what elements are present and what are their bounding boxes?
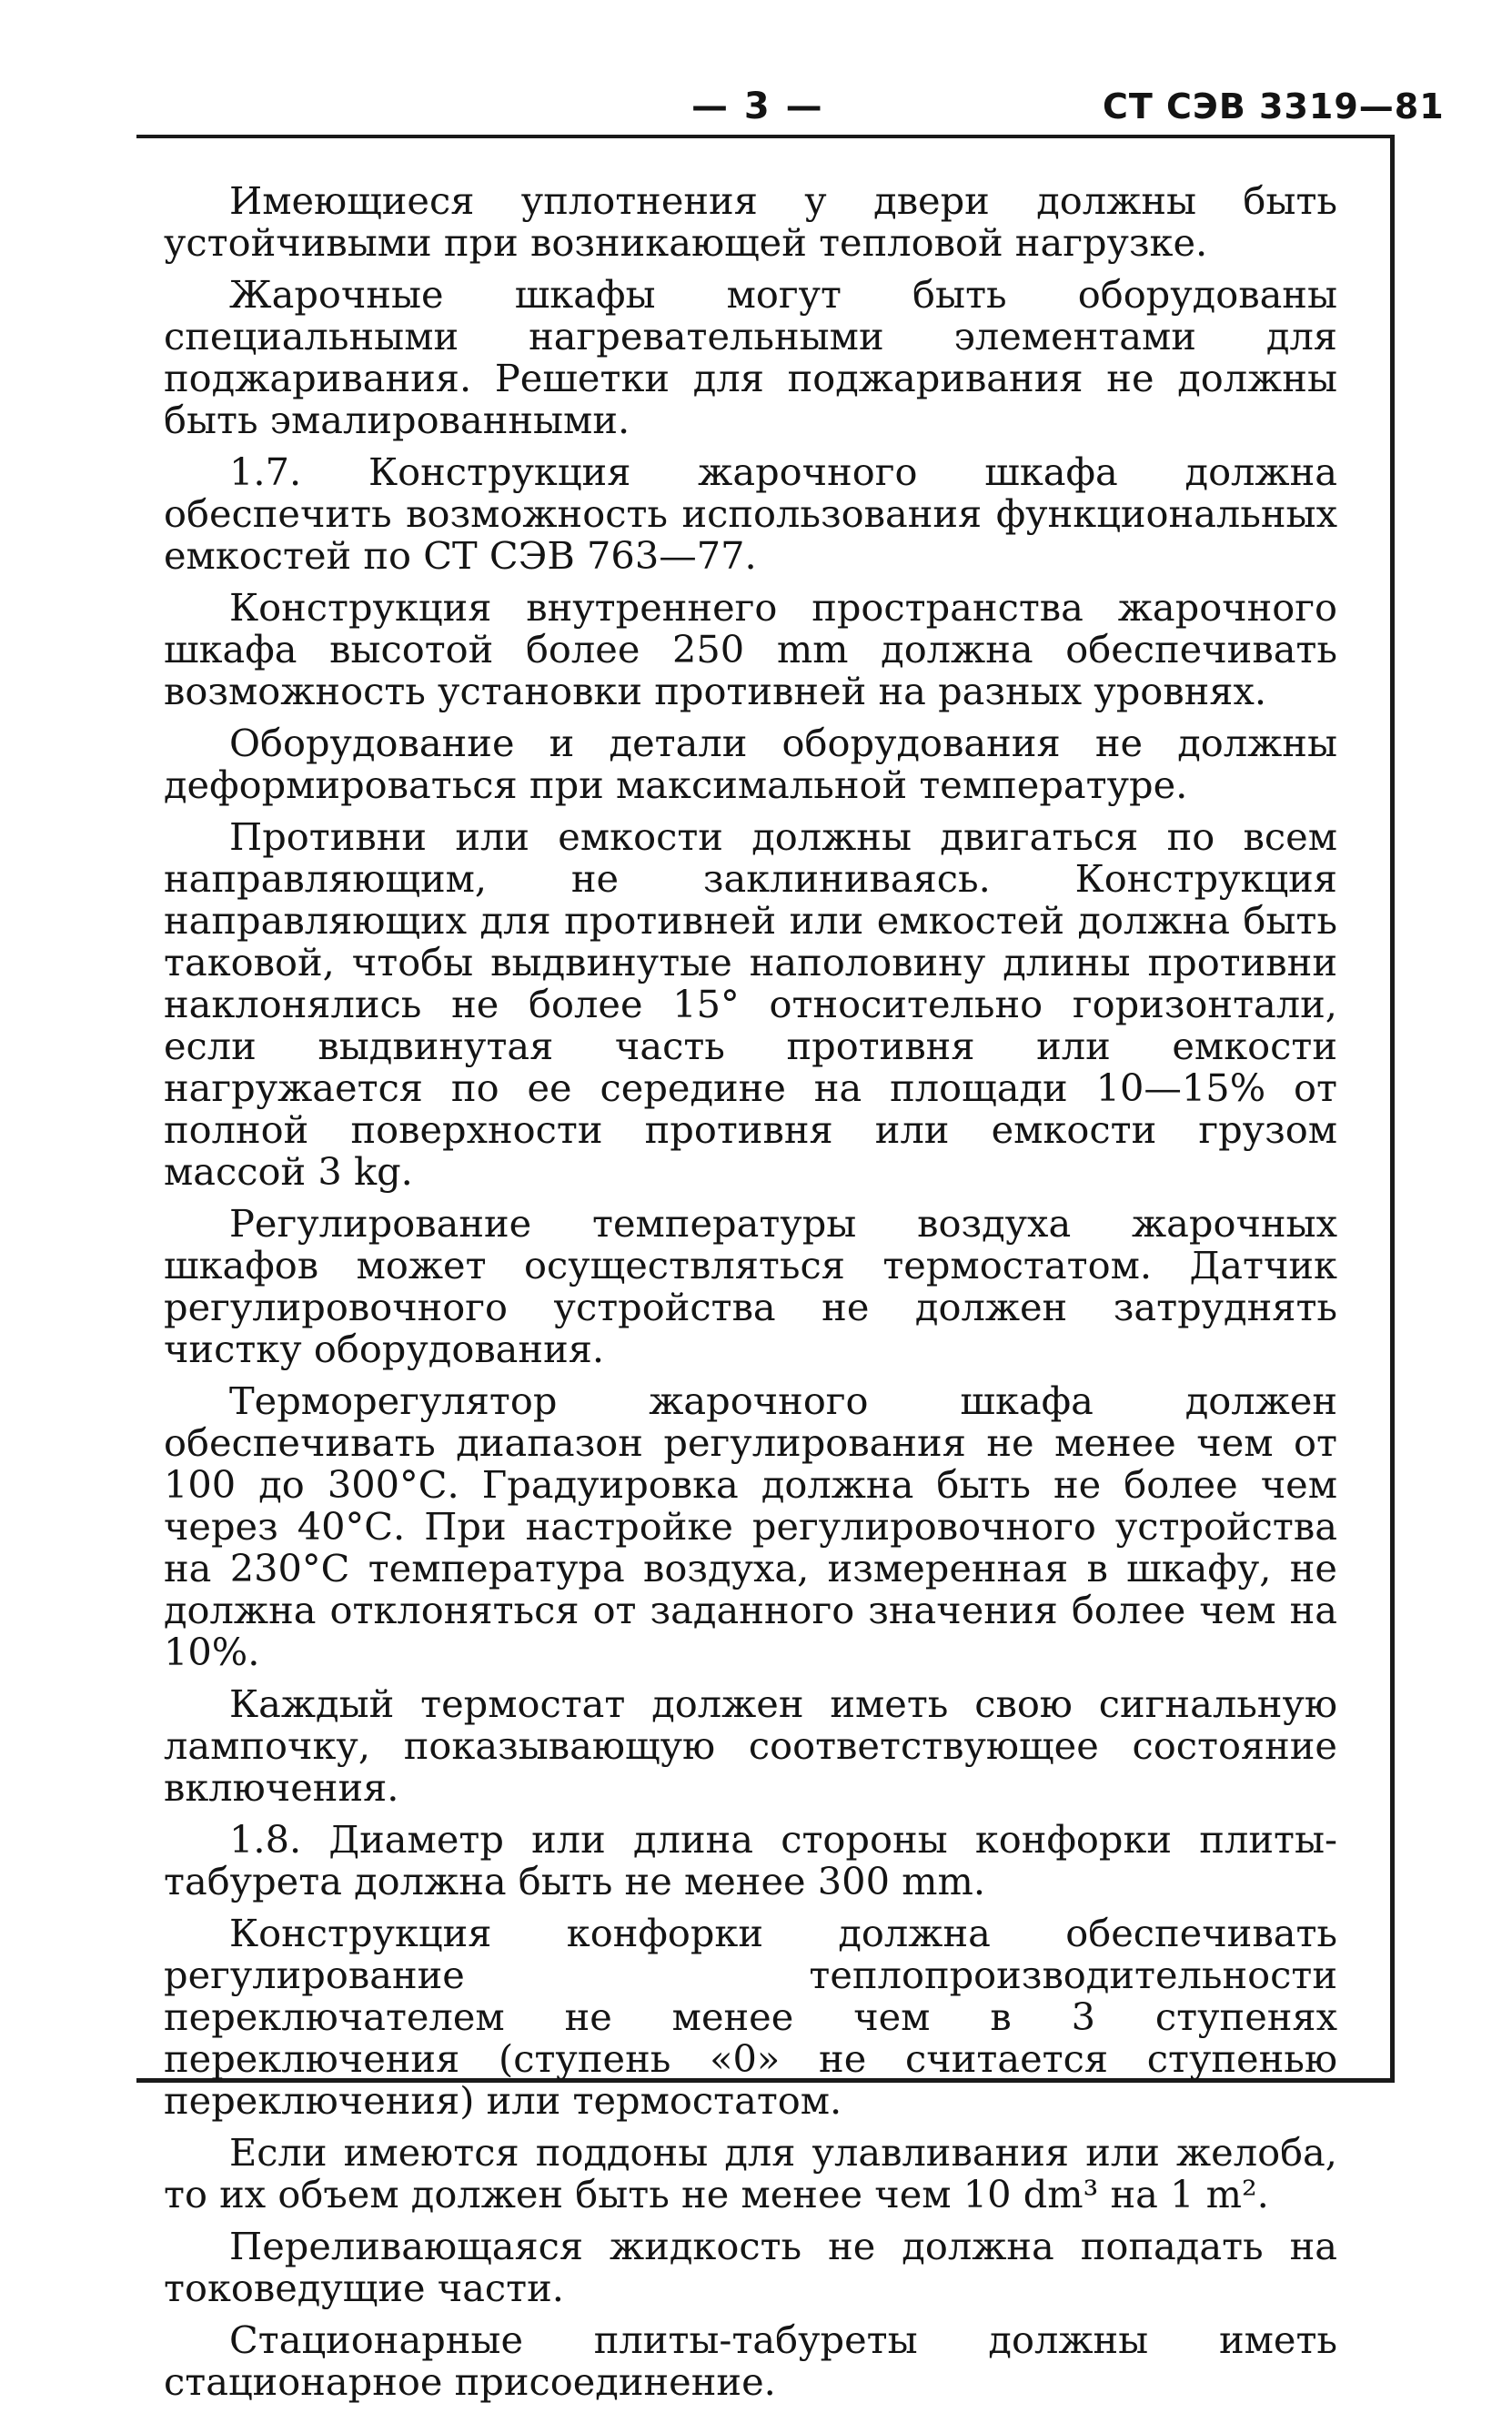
- paragraph: Регулирование температуры воздуха жарочных шкафов может осуществляться термостатом. Датчик регулировочного устройства не должен затруднять чистку оборудования.: [164, 1201, 1337, 1371]
- paragraph: Переливающаяся жидкость не должна попадать на токоведущие части.: [164, 2224, 1337, 2310]
- paragraph: Противни или емкости должны двигаться по всем направляющим, не заклиниваясь. Конструкция направляющих для противней или емкостей должна быть таковой, чтобы выдвинутые наполовину длины противни наклонялись не более 15° относительно горизонтали, если выдвинутая часть противня или емкости нагружается по ее середине на площади 10—15% от полной поверхности противня или емкости грузом массой 3 kg.: [164, 814, 1337, 1194]
- paragraph: Каждый термостат должен иметь свою сигнальную лампочку, показывающую соответствующее состояние включения.: [164, 1681, 1337, 1810]
- document-body: [164, 180, 1337, 2413]
- paragraph: Имеющиеся уплотнения у двери должны быть устойчивыми при возникающей тепловой нагрузке.: [164, 178, 1337, 265]
- document-code: СТ СЭВ 3319—81: [1103, 86, 1445, 126]
- paragraph: Конструкция внутреннего пространства жарочного шкафа высотой более 250 mm должна обеспечивать возможность установки противней на разных уровнях.: [164, 585, 1337, 713]
- paragraph: Конструкция конфорки должна обеспечивать регулирование теплопроизводительности переключателем не менее чем в 3 ступенях переключения (ступень «0» не считается ступенью переключения) или термостатом.: [164, 1911, 1337, 2123]
- paragraph: Терморегулятор жарочного шкафа должен обеспечивать диапазон регулирования не менее чем от 100 до 300°С. Градуировка должна быть не более чем через 40°С. При настройке регулировочного устройства на 230°С температура воздуха, измеренная в шкафу, не должна отклоняться от заданного значения более чем на 10%.: [164, 1378, 1337, 1674]
- page-number: — 3 —: [691, 86, 824, 127]
- paragraph: 1.8. Диаметр или длина стороны конфорки плиты-табурета должна быть не менее 300 mm.: [164, 1817, 1337, 1903]
- right-rule: [1390, 135, 1395, 2082]
- paragraph: 1.7. Конструкция жарочного шкафа должна обеспечить возможность использования функциональных емкостей по СТ СЭВ 763—77.: [164, 449, 1337, 578]
- paragraph: Стационарные плиты-табуреты должны иметь стационарное присоединение.: [164, 2317, 1337, 2404]
- paragraph: Оборудование и детали оборудования не должны деформироваться при максимальной температуре.: [164, 721, 1337, 807]
- page-header: [0, 84, 1512, 138]
- top-rule: [136, 135, 1394, 138]
- paragraph: Если имеются поддоны для улавливания или желоба, то их объем должен быть не менее чем 10 dm³ на 1 m².: [164, 2130, 1337, 2216]
- paragraph: Жарочные шкафы могут быть оборудованы специальными нагревательными элементами для поджаривания. Решетки для поджаривания не должны быть эмалированными.: [164, 272, 1337, 442]
